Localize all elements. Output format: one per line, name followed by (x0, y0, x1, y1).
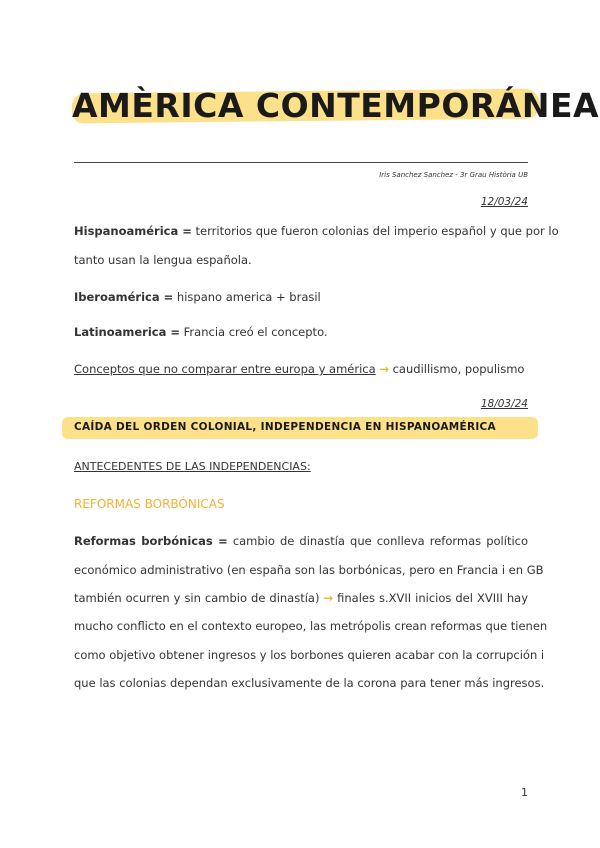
reformas-line-2: económico administrativo (en españa son las borbónicas, pero en Francia i en GB (74, 563, 544, 577)
arrow-icon: → (323, 591, 334, 605)
reformas-text-3b: finales s.XVII inicios del XVIII hay (337, 591, 529, 605)
subheading: ANTECEDENTES DE LAS INDEPENDENCIAS: (74, 460, 311, 473)
page-title: AMÈRICA CONTEMPORÁNEA (72, 86, 600, 125)
hispano-term: Hispanoamérica = (74, 224, 192, 238)
author-line: Iris Sanchez Sanchez - 3r Grau Història UB (379, 171, 528, 179)
arrow-icon: → (379, 362, 389, 376)
reformas-line-1 (74, 534, 528, 548)
title-divider (74, 162, 528, 163)
ibero-line (74, 290, 528, 304)
orange-heading: REFORMAS BORBÓNICAS (74, 497, 225, 511)
hispano-line-2: tanto usan la lengua española. (74, 253, 252, 267)
page-number: 1 (521, 786, 528, 799)
title-block (72, 78, 600, 134)
latino-text: Francia creó el concepto. (183, 325, 328, 339)
hispano-text-1: territorios que fueron colonias del imperio español y que por lo (195, 224, 559, 238)
ibero-text: hispano america + brasil (176, 290, 321, 304)
latino-term: Latinoamerica = (74, 325, 180, 339)
date-1: 12/03/24 (480, 196, 528, 208)
ibero-term: Iberoamérica = (74, 290, 174, 304)
reformas-line-6: que las colonias dependan exclusivamente de la corona para tener más ingresos. (74, 676, 545, 690)
reformas-line-5: como objetivo obtener ingresos y los borbones quieren acabar con la corrupción i (74, 648, 545, 662)
reformas-term: Reformas borbónicas = (74, 534, 228, 548)
reformas-line-4: mucho conflicto en el contexto europeo, las metrópolis crean reformas que tienen (74, 619, 548, 633)
reformas-text-1: cambio de dinastía que conlleva reformas político (232, 534, 529, 548)
hispano-line-1 (74, 224, 559, 238)
section-heading: CAÍDA DEL ORDEN COLONIAL, INDEPENDENCIA EN HISPANOAMÉRICA (74, 421, 496, 433)
date-2: 18/03/24 (480, 398, 528, 410)
reformas-line-3 (74, 591, 528, 605)
conceptos-line (74, 362, 528, 376)
reformas-text-3a: también ocurren y sin cambio de dinastía) (74, 591, 320, 605)
conceptos-underlined: Conceptos que no comparar entre europa y américa (74, 362, 376, 376)
latino-line (74, 325, 528, 339)
conceptos-rest: caudillismo, populismo (392, 362, 525, 376)
